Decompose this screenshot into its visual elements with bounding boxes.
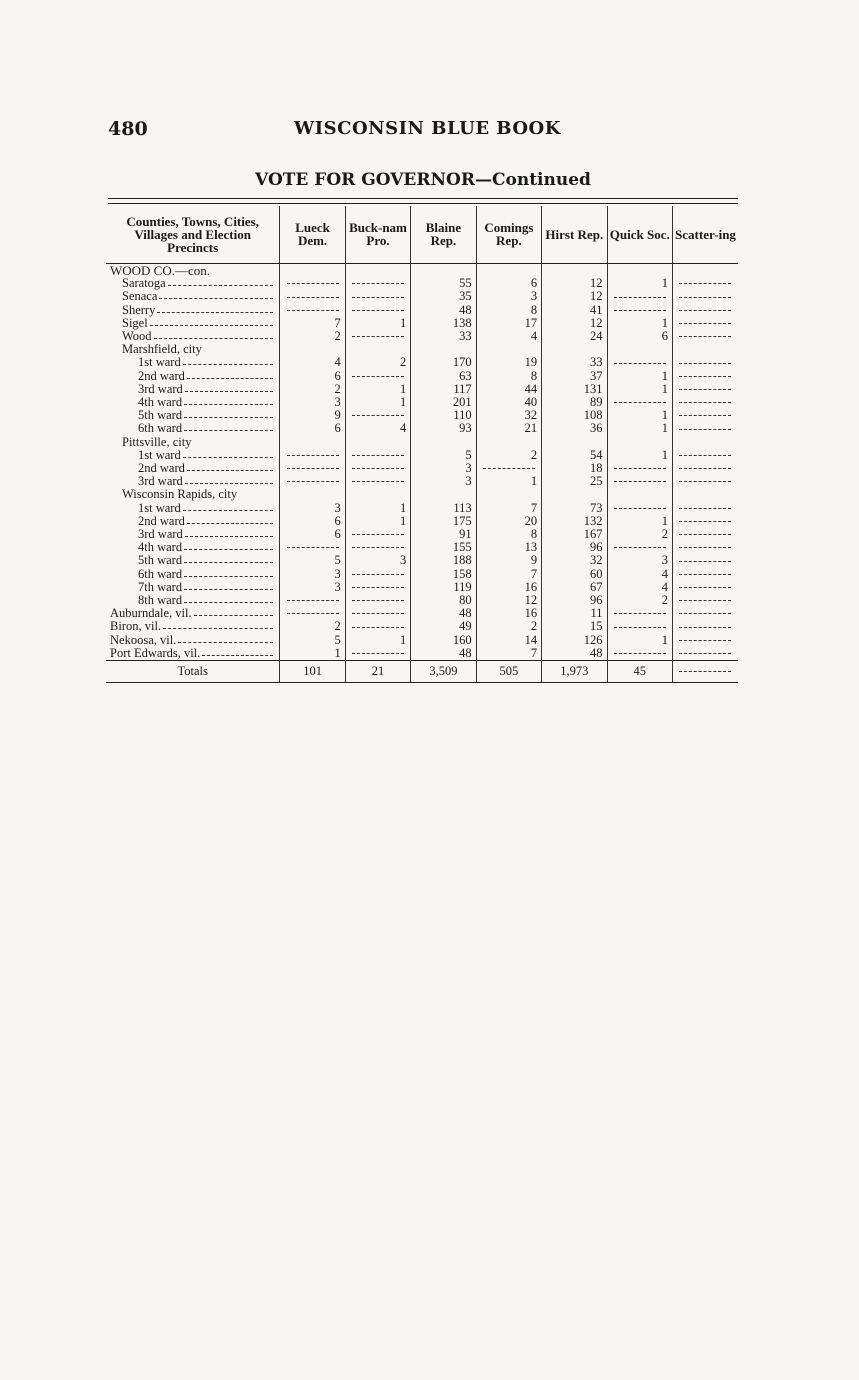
- vote-cell: 1: [280, 647, 345, 661]
- empty-cell: [672, 502, 738, 515]
- vote-cell: 6: [280, 515, 345, 528]
- table-row: [106, 554, 738, 567]
- table-row: [106, 383, 738, 396]
- vote-cell: 3: [280, 581, 345, 594]
- empty-cell: [672, 317, 738, 330]
- empty-cell: [345, 277, 410, 290]
- table-row: [106, 515, 738, 528]
- precinct-label: 3rd ward: [106, 383, 280, 396]
- vote-cell: 3: [280, 502, 345, 515]
- vote-cell: 21: [476, 422, 541, 435]
- vote-cell: 2: [280, 383, 345, 396]
- vote-cell: 175: [411, 515, 476, 528]
- empty-cell: [280, 462, 345, 475]
- precinct-label: Biron, vil.: [106, 620, 280, 633]
- empty-cell: [672, 528, 738, 541]
- totals-label: Totals: [106, 661, 280, 683]
- vote-cell: 33: [411, 330, 476, 343]
- precinct-label: 7th ward: [106, 581, 280, 594]
- vote-cell: 48: [411, 647, 476, 661]
- empty-cell: [672, 568, 738, 581]
- vote-cell: 91: [411, 528, 476, 541]
- column-header-scattering: Scatter-ing: [672, 206, 738, 264]
- section-row: [106, 343, 738, 356]
- empty-cell: [672, 370, 738, 383]
- precinct-label: Wood: [106, 330, 280, 343]
- empty-cell: [672, 515, 738, 528]
- vote-cell: 2: [280, 330, 345, 343]
- precinct-label: Saratoga: [106, 277, 280, 290]
- dot-leader: [184, 562, 273, 564]
- vote-cell: 3: [411, 462, 476, 475]
- empty-cell: [345, 620, 410, 633]
- book-title: WISCONSIN BLUE BOOK: [294, 118, 561, 139]
- empty-cell: [672, 475, 738, 488]
- column-header-blaine: Blaine Rep.: [411, 206, 476, 264]
- vote-cell: 2: [345, 356, 410, 369]
- empty-cell: [345, 304, 410, 317]
- vote-cell: 1: [345, 317, 410, 330]
- vote-cell: 36: [542, 422, 607, 435]
- vote-cell: 167: [542, 528, 607, 541]
- vote-cell: 7: [476, 647, 541, 661]
- vote-cell: 37: [542, 370, 607, 383]
- column-header-hirst: Hirst Rep.: [542, 206, 607, 264]
- precinct-label: 3rd ward: [106, 475, 280, 488]
- empty-cell: [672, 422, 738, 435]
- dot-leader: [185, 391, 273, 393]
- empty-cell: [345, 330, 410, 343]
- precinct-label: 5th ward: [106, 554, 280, 567]
- dot-leader: [184, 602, 273, 604]
- vote-cell: 7: [476, 568, 541, 581]
- precinct-label: Sherry: [106, 304, 280, 317]
- empty-cell: [280, 304, 345, 317]
- vote-cell: 1: [607, 422, 672, 435]
- empty-cell: [280, 475, 345, 488]
- empty-cell: [280, 607, 345, 620]
- vote-table: [106, 206, 738, 683]
- precinct-label: Nekoosa, vil.: [106, 634, 280, 647]
- vote-cell: 6: [476, 277, 541, 290]
- precinct-label: Auburndale, vil.: [106, 607, 280, 620]
- table-row: [106, 475, 738, 488]
- vote-cell: 3: [476, 290, 541, 303]
- vote-cell: 4: [280, 356, 345, 369]
- table-row: [106, 330, 738, 343]
- empty-cell: [345, 594, 410, 607]
- vote-cell: 126: [542, 634, 607, 647]
- empty-cell: [345, 462, 410, 475]
- vote-cell: 4: [607, 568, 672, 581]
- vote-cell: 2: [607, 528, 672, 541]
- vote-cell: 16: [476, 607, 541, 620]
- empty-cell: [280, 449, 345, 462]
- vote-cell: 41: [542, 304, 607, 317]
- vote-cell: 1: [607, 383, 672, 396]
- vote-cell: 1: [607, 634, 672, 647]
- table-row: [106, 581, 738, 594]
- total-lueck: 101: [280, 661, 345, 683]
- empty-cell: [672, 620, 738, 633]
- precinct-label: 2nd ward: [106, 515, 280, 528]
- vote-cell: 1: [345, 634, 410, 647]
- empty-cell: [607, 462, 672, 475]
- precinct-label: 2nd ward: [106, 462, 280, 475]
- precinct-label: 4th ward: [106, 396, 280, 409]
- precinct-label: Senaca: [106, 290, 280, 303]
- dot-leader: [159, 298, 273, 300]
- vote-cell: 170: [411, 356, 476, 369]
- empty-cell: [672, 581, 738, 594]
- precinct-label: 1st ward: [106, 502, 280, 515]
- vote-cell: 3: [345, 554, 410, 567]
- vote-cell: 67: [542, 581, 607, 594]
- empty-cell: [607, 607, 672, 620]
- total-blaine: 3,509: [411, 661, 476, 683]
- vote-cell: 12: [476, 594, 541, 607]
- empty-cell: [345, 475, 410, 488]
- empty-cell: [280, 290, 345, 303]
- precinct-label: 1st ward: [106, 449, 280, 462]
- vote-cell: 60: [542, 568, 607, 581]
- vote-cell: 63: [411, 370, 476, 383]
- dot-leader: [187, 378, 273, 380]
- empty-cell: [607, 620, 672, 633]
- empty-cell: [607, 356, 672, 369]
- vote-cell: 110: [411, 409, 476, 422]
- vote-cell: 3: [280, 396, 345, 409]
- vote-cell: 8: [476, 528, 541, 541]
- empty-cell: [672, 449, 738, 462]
- dot-leader: [184, 404, 273, 406]
- table-row: [106, 356, 738, 369]
- total-bucknam: 21: [345, 661, 410, 683]
- vote-cell: 1: [345, 396, 410, 409]
- dot-leader: [154, 338, 273, 340]
- vote-cell: 4: [345, 422, 410, 435]
- table-row: [106, 317, 738, 330]
- empty-cell: [672, 277, 738, 290]
- precinct-label: 1st ward: [106, 356, 280, 369]
- vote-cell: 9: [280, 409, 345, 422]
- header-row: [106, 206, 738, 264]
- total-comings: 505: [476, 661, 541, 683]
- dot-leader: [150, 325, 273, 327]
- vote-cell: 15: [542, 620, 607, 633]
- page-number: 480: [108, 118, 148, 140]
- vote-cell: 18: [542, 462, 607, 475]
- vote-cell: 188: [411, 554, 476, 567]
- empty-cell: [672, 634, 738, 647]
- vote-cell: 48: [542, 647, 607, 661]
- vote-cell: 44: [476, 383, 541, 396]
- empty-cell: [672, 409, 738, 422]
- empty-cell: [672, 541, 738, 554]
- vote-cell: 20: [476, 515, 541, 528]
- vote-cell: 5: [411, 449, 476, 462]
- vote-cell: 155: [411, 541, 476, 554]
- empty-cell: [672, 647, 738, 661]
- vote-cell: 4: [607, 581, 672, 594]
- vote-cell: 5: [280, 554, 345, 567]
- empty-cell: [607, 304, 672, 317]
- vote-cell: 25: [542, 475, 607, 488]
- vote-cell: 19: [476, 356, 541, 369]
- table-row: [106, 594, 738, 607]
- vote-cell: 1: [345, 383, 410, 396]
- column-header-lueck: Lueck Dem.: [280, 206, 345, 264]
- dot-leader: [163, 628, 273, 630]
- total-quick: 45: [607, 661, 672, 683]
- vote-cell: 55: [411, 277, 476, 290]
- vote-cell: 2: [476, 620, 541, 633]
- vote-cell: 108: [542, 409, 607, 422]
- vote-cell: 96: [542, 594, 607, 607]
- precinct-label: 8th ward: [106, 594, 280, 607]
- table-row: [106, 607, 738, 620]
- vote-cell: 6: [280, 370, 345, 383]
- empty-cell: [280, 594, 345, 607]
- vote-cell: 12: [542, 317, 607, 330]
- vote-cell: 138: [411, 317, 476, 330]
- vote-cell: 11: [542, 607, 607, 620]
- vote-cell: 1: [345, 502, 410, 515]
- empty-cell: [607, 396, 672, 409]
- empty-cell: [672, 383, 738, 396]
- vote-cell: 2: [280, 620, 345, 633]
- vote-cell: 13: [476, 541, 541, 554]
- precinct-label: Sigel: [106, 317, 280, 330]
- table-row: [106, 647, 738, 661]
- vote-cell: 33: [542, 356, 607, 369]
- column-header-bucknam: Buck-nam Pro.: [345, 206, 410, 264]
- empty-cell: [345, 370, 410, 383]
- empty-cell: [607, 541, 672, 554]
- empty-cell: [607, 502, 672, 515]
- vote-cell: 16: [476, 581, 541, 594]
- empty-cell: [345, 647, 410, 661]
- empty-cell: [672, 607, 738, 620]
- table-row: [106, 422, 738, 435]
- vote-cell: 132: [542, 515, 607, 528]
- dot-leader: [183, 457, 273, 459]
- vote-cell: 48: [411, 607, 476, 620]
- vote-cell: 201: [411, 396, 476, 409]
- table-row: [106, 502, 738, 515]
- vote-cell: 1: [476, 475, 541, 488]
- vote-cell: 1: [345, 515, 410, 528]
- vote-cell: 32: [542, 554, 607, 567]
- vote-cell: 1: [607, 409, 672, 422]
- table-row: [106, 277, 738, 290]
- empty-cell: [476, 462, 541, 475]
- table-title: VOTE FOR GOVERNOR—Continued: [255, 170, 591, 190]
- empty-cell: [345, 409, 410, 422]
- empty-cell: [672, 462, 738, 475]
- vote-cell: 113: [411, 502, 476, 515]
- empty-cell: [672, 330, 738, 343]
- dot-leader: [185, 483, 273, 485]
- empty-cell: [672, 396, 738, 409]
- table-row: [106, 370, 738, 383]
- vote-cell: 2: [607, 594, 672, 607]
- section-label: Pittsville, city: [122, 435, 192, 449]
- table-row: [106, 541, 738, 554]
- empty-cell: [280, 541, 345, 554]
- vote-cell: 54: [542, 449, 607, 462]
- vote-cell: 9: [476, 554, 541, 567]
- dot-leader: [178, 642, 273, 644]
- dot-leader: [184, 430, 273, 432]
- dot-leader: [187, 470, 273, 472]
- empty-cell: [672, 290, 738, 303]
- vote-cell: 14: [476, 634, 541, 647]
- column-header-quick: Quick Soc.: [607, 206, 672, 264]
- vote-cell: 8: [476, 304, 541, 317]
- page-header: [108, 118, 738, 142]
- vote-cell: 12: [542, 277, 607, 290]
- vote-cell: 40: [476, 396, 541, 409]
- vote-cell: 1: [607, 277, 672, 290]
- table-row: [106, 290, 738, 303]
- top-rule: [108, 198, 738, 199]
- precinct-label: 3rd ward: [106, 528, 280, 541]
- vote-cell: 2: [476, 449, 541, 462]
- vote-cell: 1: [607, 515, 672, 528]
- vote-cell: 158: [411, 568, 476, 581]
- table-row: [106, 568, 738, 581]
- empty-cell: [345, 581, 410, 594]
- table-row: [106, 634, 738, 647]
- county-row: [106, 264, 738, 278]
- vote-cell: 96: [542, 541, 607, 554]
- vote-cell: 8: [476, 370, 541, 383]
- vote-cell: 6: [280, 422, 345, 435]
- empty-cell: [672, 356, 738, 369]
- vote-cell: 119: [411, 581, 476, 594]
- vote-cell: 49: [411, 620, 476, 633]
- table-row: [106, 396, 738, 409]
- dot-leader: [183, 364, 273, 366]
- table-row: [106, 462, 738, 475]
- empty-cell: [607, 647, 672, 661]
- precinct-label: 2nd ward: [106, 370, 280, 383]
- empty-cell: [345, 541, 410, 554]
- section-row: [106, 488, 738, 501]
- vote-cell: 6: [280, 528, 345, 541]
- vote-cell: 32: [476, 409, 541, 422]
- vote-table-body: [106, 264, 738, 661]
- dot-leader: [184, 589, 273, 591]
- county-label: WOOD CO.—con.: [110, 263, 211, 278]
- column-header-comings: Comings Rep.: [476, 206, 541, 264]
- table-row: [106, 449, 738, 462]
- empty-cell: [607, 290, 672, 303]
- vote-cell: 3: [607, 554, 672, 567]
- vote-cell: 5: [280, 634, 345, 647]
- dot-leader: [183, 510, 273, 512]
- precinct-label: 6th ward: [106, 422, 280, 435]
- vote-cell: 24: [542, 330, 607, 343]
- section-row: [106, 436, 738, 449]
- vote-cell: 6: [607, 330, 672, 343]
- empty-cell: [345, 568, 410, 581]
- table-row: [106, 304, 738, 317]
- empty-cell: [280, 277, 345, 290]
- total-scattering: [672, 661, 738, 683]
- vote-cell: 3: [280, 568, 345, 581]
- dot-leader: [202, 655, 273, 657]
- empty-cell: [345, 528, 410, 541]
- totals-row: [106, 661, 738, 683]
- precinct-label: 4th ward: [106, 541, 280, 554]
- vote-cell: 131: [542, 383, 607, 396]
- dot-leader: [184, 549, 273, 551]
- vote-cell: 93: [411, 422, 476, 435]
- empty-cell: [607, 475, 672, 488]
- vote-cell: 89: [542, 396, 607, 409]
- vote-cell: 48: [411, 304, 476, 317]
- total-hirst: 1,973: [542, 661, 607, 683]
- precinct-label: Port Edwards, vil.: [106, 647, 280, 661]
- vote-cell: 35: [411, 290, 476, 303]
- vote-cell: 3: [411, 475, 476, 488]
- empty-cell: [345, 290, 410, 303]
- vote-cell: 7: [280, 317, 345, 330]
- dot-leader: [184, 417, 273, 419]
- empty-cell: [672, 304, 738, 317]
- vote-cell: 160: [411, 634, 476, 647]
- empty-cell: [345, 607, 410, 620]
- vote-cell: 17: [476, 317, 541, 330]
- dot-leader: [187, 523, 273, 525]
- top-rule-inner: [108, 203, 738, 204]
- vote-cell: 12: [542, 290, 607, 303]
- dot-leader: [194, 615, 273, 617]
- section-label: Marshfield, city: [122, 343, 202, 357]
- section-label: Wisconsin Rapids, city: [122, 488, 238, 502]
- empty-cell: [345, 449, 410, 462]
- table-row: [106, 620, 738, 633]
- vote-cell: 1: [607, 317, 672, 330]
- dot-leader: [168, 285, 273, 287]
- vote-cell: 80: [411, 594, 476, 607]
- dot-leader: [184, 576, 273, 578]
- vote-cell: 73: [542, 502, 607, 515]
- vote-cell: 7: [476, 502, 541, 515]
- precinct-label: 5th ward: [106, 409, 280, 422]
- table-row: [106, 528, 738, 541]
- precinct-label: 6th ward: [106, 568, 280, 581]
- empty-cell: [672, 554, 738, 567]
- vote-cell: 4: [476, 330, 541, 343]
- vote-cell: 1: [607, 370, 672, 383]
- column-header-precincts: Counties, Towns, Cities, Villages and Election Precincts: [106, 206, 280, 264]
- dot-leader: [185, 536, 273, 538]
- vote-cell: 1: [607, 449, 672, 462]
- dot-leader: [157, 312, 273, 314]
- table-row: [106, 409, 738, 422]
- vote-cell: 117: [411, 383, 476, 396]
- empty-cell: [672, 594, 738, 607]
